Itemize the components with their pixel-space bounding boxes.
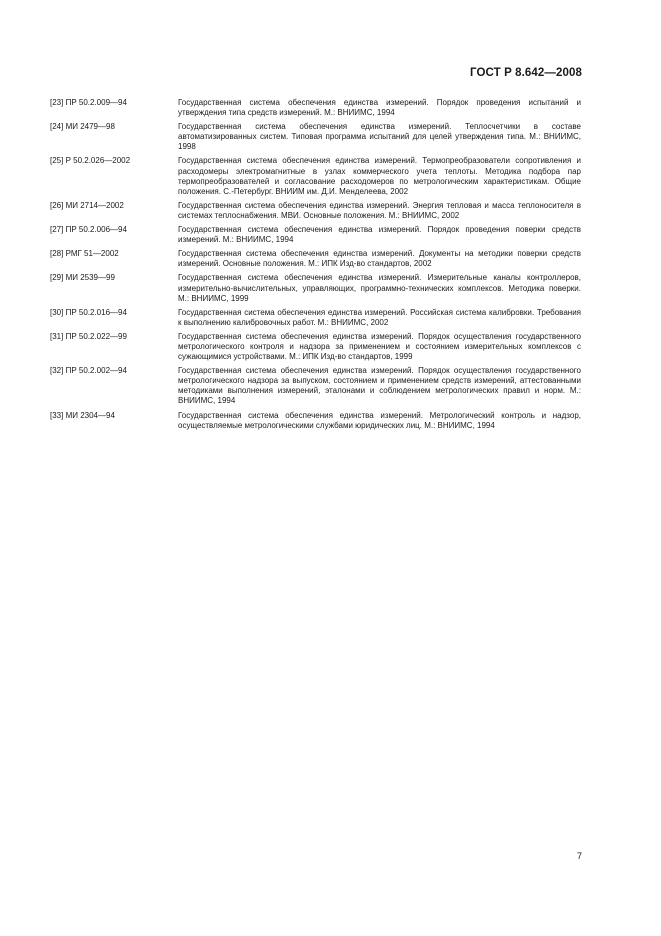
reference-code: [31] ПР 50.2.022—99: [50, 331, 127, 341]
reference-title: Государственная система обеспечения единства измерений. Измерительные каналы контроллеров, измерительно-вычислительных, управляющих, программно-технических комплексов. Методика поверки. М.: ВНИИМС, 1999: [178, 273, 581, 303]
reference-code: [24] МИ 2479—98: [50, 122, 115, 132]
reference-item-33: [50, 411, 581, 431]
document-header: ГОСТ Р 8.642—2008: [470, 67, 582, 79]
reference-title: Государственная система обеспечения единства измерений. Документы на методики поверки средств измерений. Основные положения. М.: ИПК Изд-во стандартов, 2002: [178, 249, 581, 269]
reference-title: Государственная система обеспечения единства измерений. Термопреобразователи сопротивления и расходомеры электромагнитные в узлах коммерческого учета теплоты. Методика подбора пар термопреобразователей и согласование расходомеров по метрологическим характеристикам. Общие положения. С.-Петербург. ВНИИМ им. Д.И. Менделеева, 2002: [178, 156, 581, 196]
reference-list: [50, 98, 581, 435]
reference-item-26: [50, 201, 581, 221]
reference-code: [27] ПР 50.2.006—94: [50, 225, 127, 235]
reference-code: [25] Р 50.2.026—2002: [50, 156, 131, 166]
reference-code: [26] МИ 2714—2002: [50, 200, 124, 210]
reference-item-25: [50, 156, 581, 196]
reference-code: [30] ПР 50.2.016—94: [50, 307, 127, 317]
reference-item-27: [50, 225, 581, 245]
reference-item-23: [50, 98, 581, 118]
reference-item-31: [50, 332, 581, 362]
reference-code: [28] РМГ 51—2002: [50, 249, 119, 259]
reference-item-29: [50, 273, 581, 303]
reference-code: [23] ПР 50.2.009—94: [50, 98, 127, 107]
reference-title: Государственная система обеспечения единства измерений. Российская система калибровки. Требования к выполнению калибровочных работ. М.: ВНИИМС, 2002: [178, 307, 581, 327]
reference-code: [32] ПР 50.2.002—94: [50, 366, 127, 376]
reference-code: [33] МИ 2304—94: [50, 410, 115, 420]
reference-item-28: [50, 249, 581, 269]
reference-title: Государственная система обеспечения единства измерений. Теплосчетчики в составе автоматизированных систем. Типовая программа испытаний для целей утверждения типа. М.: ВНИИМС, 1998: [178, 122, 581, 152]
reference-title: Государственная система обеспечения единства измерений. Энергия тепловая и масса теплоносителя в системах теплоснабжения. МВИ. Основные положения. М.: ВНИИМС, 2002: [178, 200, 581, 220]
reference-title: Государственная система обеспечения единства измерений. Порядок проведения поверки средств измерений. М.: ВНИИМС, 1994: [178, 225, 581, 245]
reference-item-24: [50, 122, 581, 152]
reference-title: Государственная система обеспечения единства измерений. Метрологический контроль и надзор, осуществляемые метрологическими службами юридических лиц. М.: ВНИИМС, 1994: [178, 410, 581, 430]
reference-title: Государственная система обеспечения единства измерений. Порядок проведения испытаний и утверждения типа средств измерений. М.: ВНИИМС, 1994: [178, 98, 581, 118]
reference-item-30: [50, 308, 581, 328]
reference-code: [29] МИ 2539—99: [50, 273, 115, 283]
reference-title: Государственная система обеспечения единства измерений. Порядок осуществления государственного метрологического контроля и надзора за применением и состоянием измерительных комплексов с сужающимися устройствами. М.: ИПК Изд-во стандартов, 1999: [178, 331, 581, 362]
reference-item-32: [50, 366, 581, 406]
reference-title: Государственная система обеспечения единства измерений. Порядок осуществления государственного метрологического надзора за выпуском, состоянием и применением средств измерений, аттестованными методиками выполнения измерений, эталонами и соблюдением метрологических правил и норм. М.: ВНИИМС, 1994: [178, 366, 581, 406]
page-number: 7: [576, 851, 582, 861]
